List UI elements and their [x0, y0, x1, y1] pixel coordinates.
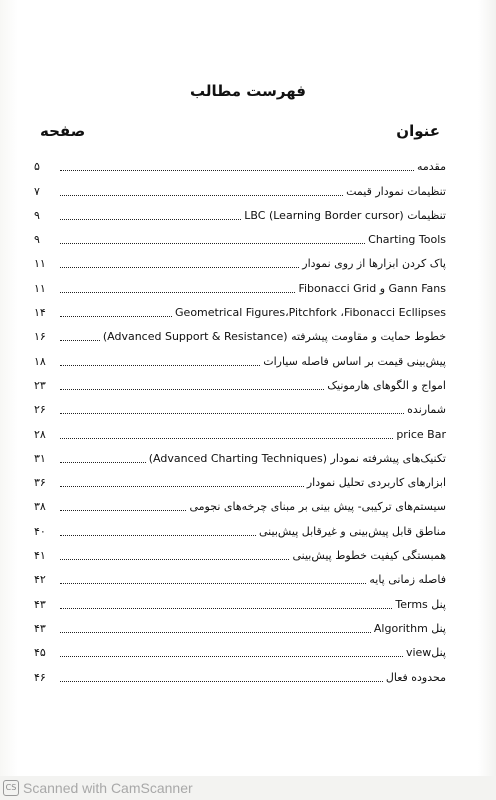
dot-leader	[60, 485, 304, 487]
toc-entry-title: خطوط حمایت و مقاومت پیشرفته (Advanced Support & Resistance)	[102, 330, 446, 344]
dot-leader	[60, 242, 365, 244]
dot-leader	[60, 461, 146, 463]
toc-entry-page-number: ۱۱	[34, 281, 46, 295]
dot-leader	[60, 266, 299, 268]
toc-row	[34, 150, 446, 174]
toc-entry-page-number: ۲۶	[34, 403, 46, 417]
toc-row	[34, 466, 446, 490]
toc-entry-title: پنل Terms	[395, 597, 446, 611]
toc-row	[34, 199, 446, 223]
toc-entry-title: پیش‌بینی قیمت بر اساس فاصله سیارات	[263, 354, 446, 368]
toc-entry-page-number: ۲۸	[34, 427, 46, 441]
toc-row	[34, 393, 446, 417]
toc-entry-title: پنلview	[405, 646, 446, 660]
toc-entry-page-number: ۴۶	[34, 670, 46, 684]
toc-entry-page-number: ۱۸	[34, 354, 46, 368]
toc-row	[34, 612, 446, 636]
toc-entry-title: فاصله زمانی پایه	[369, 573, 446, 587]
toc-entry-page-number: ۷	[34, 184, 40, 198]
dot-leader	[60, 315, 172, 317]
toc-row	[34, 296, 446, 320]
camscanner-logo-icon: CS	[3, 780, 19, 796]
toc-entry-page-number: ۹	[34, 208, 40, 222]
toc-entry-title: همبستگی کیفیت خطوط پیش‌بینی	[292, 549, 446, 563]
dot-leader	[60, 558, 289, 560]
toc-entry-page-number: ۴۱	[34, 549, 46, 563]
dot-leader	[60, 437, 393, 439]
toc-entry-page-number: ۱۱	[34, 257, 46, 271]
toc-row	[34, 369, 446, 393]
toc-row	[34, 247, 446, 271]
toc-entry-page-number: ۴۵	[34, 646, 46, 660]
toc-entry-page-number: ۳۶	[34, 476, 46, 490]
toc-row	[34, 539, 446, 563]
toc-row	[34, 271, 446, 295]
dot-leader	[60, 582, 366, 584]
dot-leader	[60, 169, 414, 171]
dot-leader	[60, 364, 260, 366]
dot-leader	[60, 680, 383, 682]
toc-entry-title: امواج و الگوهای هارمونیک	[327, 378, 446, 392]
toc-row	[34, 174, 446, 198]
toc-row	[34, 563, 446, 587]
toc-entry-page-number: ۳۱	[34, 451, 46, 465]
toc-entry-title: Gann Fans و Fibonacci Grid	[298, 281, 446, 295]
scanner-watermark-text: Scanned with CamScanner	[23, 780, 193, 796]
toc-entry-page-number: ۳۸	[34, 500, 46, 514]
toc-entry-page-number: ۴۰	[34, 524, 46, 538]
toc-entry-title: تنظیمات نمودار قیمت	[346, 184, 446, 198]
toc-entry-title: مقدمه	[416, 160, 446, 174]
toc-row	[34, 490, 446, 514]
toc-row	[34, 320, 446, 344]
dot-leader	[60, 631, 371, 633]
toc-entry-title: Charting Tools	[368, 233, 446, 247]
dot-leader	[60, 291, 295, 293]
page-title: فهرست مطالب	[190, 82, 306, 100]
toc-entry-title: پاک کردن ابزارها از روی نمودار	[302, 257, 446, 271]
toc-entry-page-number: ۵	[34, 160, 40, 174]
toc-entry-page-number: ۱۶	[34, 330, 46, 344]
toc-entry-title: پنل Algorithm	[373, 621, 446, 635]
dot-leader	[60, 655, 403, 657]
toc-entry-page-number: ۴۲	[34, 573, 46, 587]
table-of-contents	[34, 150, 446, 685]
toc-row	[34, 660, 446, 684]
column-header-title: عنوان	[396, 122, 440, 140]
toc-row	[34, 344, 446, 368]
column-header-page: صفحه	[40, 122, 86, 140]
toc-entry-title: سیستم‌های ترکیبی- پیش بینی بر مبنای چرخه‌های نجومی	[189, 500, 446, 514]
dot-leader	[60, 607, 392, 609]
toc-entry-title: تنظیمات LBC (Learning Border cursor)	[244, 208, 446, 222]
toc-row	[34, 417, 446, 441]
toc-entry-page-number: ۴۳	[34, 621, 46, 635]
toc-entry-title: Geometrical Figures،Pitchfork ،Fibonacci Ecllipses	[175, 306, 446, 320]
toc-entry-title: تکنیک‌های پیشرفته نمودار (Advanced Charting Techniques)	[148, 451, 446, 465]
dot-leader	[60, 509, 186, 511]
dot-leader	[60, 194, 343, 196]
toc-entry-title: شمارنده	[407, 403, 446, 417]
toc-entry-title: ابزارهای کاربردی تحلیل نمودار	[306, 476, 446, 490]
toc-entry-page-number: ۲۳	[34, 378, 46, 392]
dot-leader	[60, 339, 100, 341]
dot-leader	[60, 412, 404, 414]
dot-leader	[60, 534, 256, 536]
toc-entry-title: مناطق قابل پیش‌بینی و غیرقابل پیش‌بینی	[259, 524, 446, 538]
toc-row	[34, 587, 446, 611]
toc-row	[34, 442, 446, 466]
toc-row	[34, 514, 446, 538]
toc-row	[34, 223, 446, 247]
toc-entry-title: محدوده فعال	[385, 670, 446, 684]
toc-row	[34, 636, 446, 660]
toc-entry-title: price Bar	[396, 427, 446, 441]
dot-leader	[60, 218, 241, 220]
toc-entry-page-number: ۹	[34, 233, 40, 247]
dot-leader	[60, 388, 324, 390]
toc-entry-page-number: ۱۴	[34, 306, 46, 320]
scanner-footer	[0, 776, 496, 800]
toc-entry-page-number: ۴۳	[34, 597, 46, 611]
